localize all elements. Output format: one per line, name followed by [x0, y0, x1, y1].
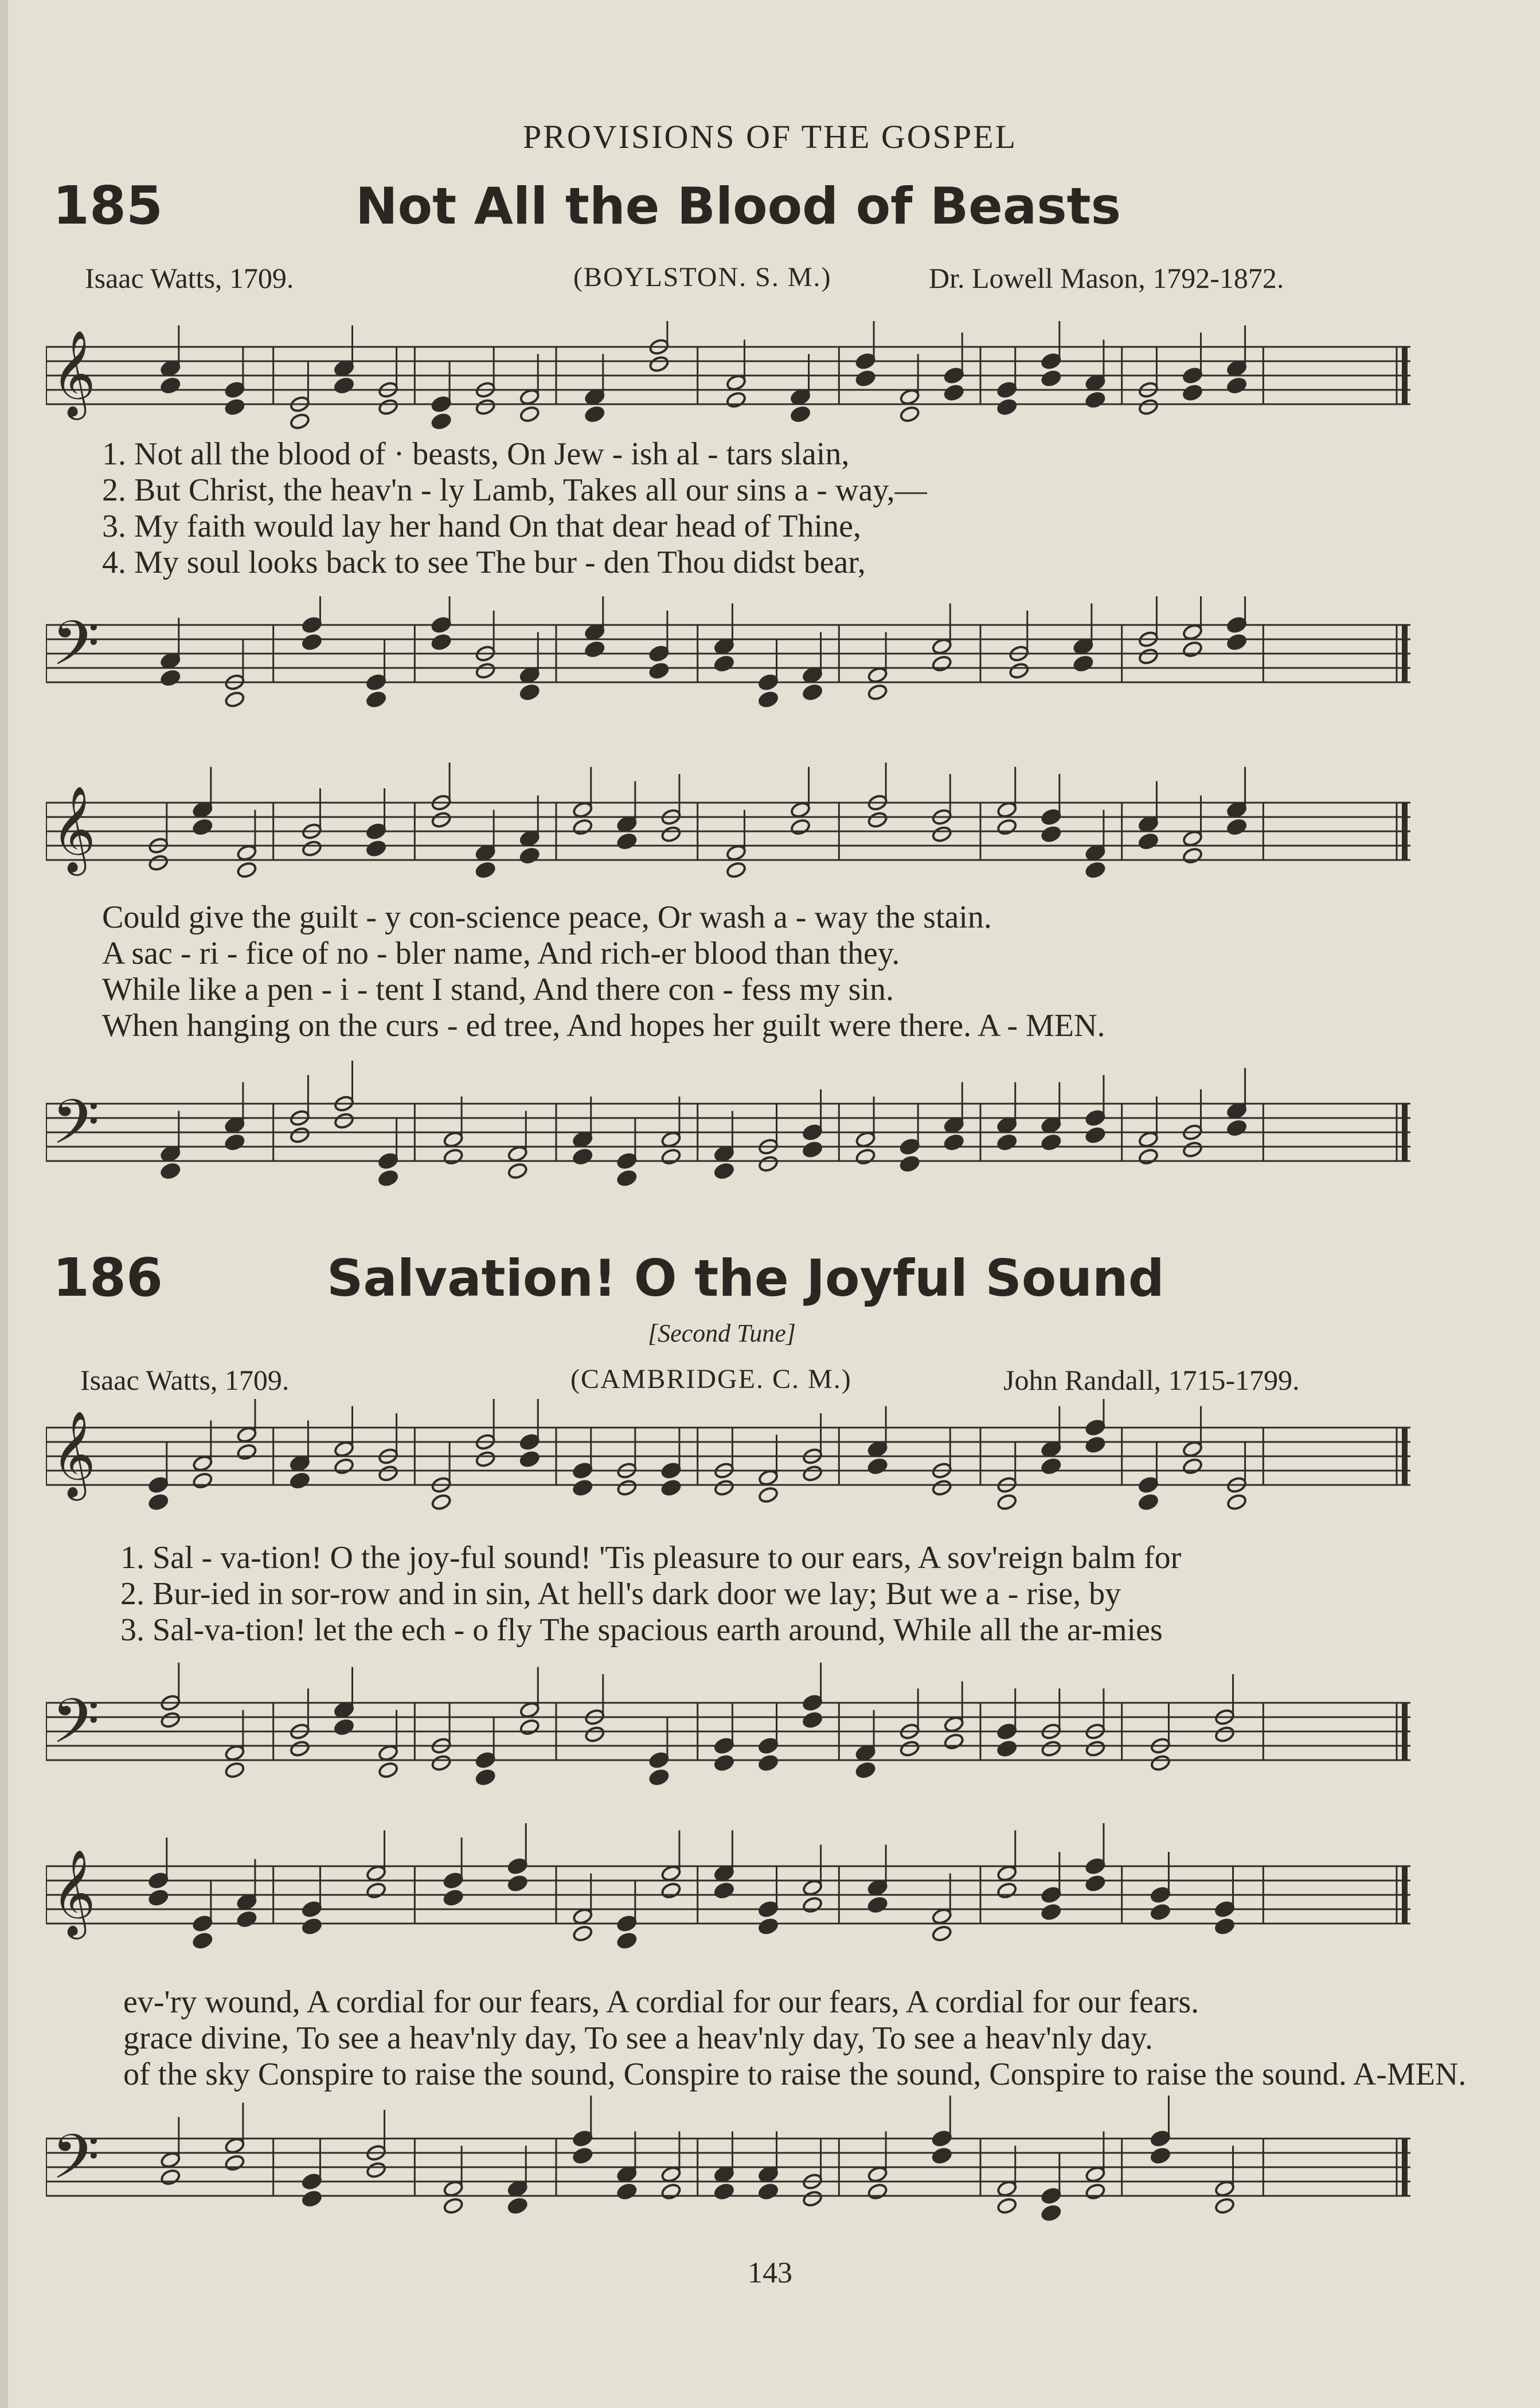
note-head [334, 1701, 355, 1719]
note-head [1214, 2180, 1236, 2198]
lyric-line: While like a pen - i - tent I stand, And there con - fess my sin. [102, 972, 894, 1007]
note-head [714, 2165, 735, 2183]
note-head [714, 1145, 735, 1163]
note-head [224, 1116, 245, 1134]
note-head [366, 1864, 387, 1882]
note-head [1085, 844, 1106, 862]
note-head [931, 638, 952, 655]
lyric-line: 3. My faith would lay her hand On that dear head of Thine, [102, 509, 861, 544]
note-head [236, 844, 257, 862]
music-system [46, 1823, 1422, 1967]
note-head [192, 1914, 213, 1932]
note-head [648, 644, 670, 662]
note-head [855, 1131, 876, 1148]
note-head [160, 652, 181, 670]
hymn-title: Not All the Blood of Beasts [355, 177, 1121, 236]
treble-staff [46, 763, 1422, 900]
note-head [758, 1737, 779, 1754]
note-head [1138, 1476, 1159, 1494]
lyric-line: 1. Sal - va-tion! O the joy-ful sound! 'Tis pleasure to our ears, A sov'reign balm for [120, 1540, 1182, 1576]
hymn-number: 185 [53, 175, 163, 236]
note-head [790, 388, 811, 406]
clef-icon: 𝄢 [52, 1685, 100, 1772]
hymn-title: Salvation! O the Joyful Sound [327, 1249, 1164, 1308]
note-head [1182, 830, 1203, 847]
note-head [1214, 1900, 1236, 1918]
note-head [1226, 359, 1248, 377]
hymn-composer: Dr. Lowell Mason, 1792-1872. [929, 262, 1284, 294]
note-head [758, 673, 779, 691]
note-head [584, 388, 605, 406]
note-head [616, 815, 638, 833]
note-head [867, 666, 888, 684]
note-head [224, 2137, 245, 2155]
bass-staff [46, 2093, 1422, 2242]
note-head [714, 1737, 735, 1754]
hymn-subtitle: [Second Tune] [648, 1319, 796, 1347]
note-head [790, 801, 811, 819]
note-head [899, 388, 920, 406]
section-header: PROVISIONS OF THE GOSPEL [522, 118, 1018, 155]
note-head [996, 1864, 1018, 1882]
note-head [475, 1751, 496, 1769]
note-head [648, 1751, 670, 1769]
note-head [1041, 1116, 1062, 1134]
note-head [996, 1116, 1018, 1134]
note-head [1085, 1418, 1106, 1436]
note-head [1085, 2165, 1106, 2183]
note-head [443, 1871, 464, 1889]
note-head [572, 801, 593, 819]
note-head [867, 1440, 888, 1458]
note-head [224, 381, 245, 398]
lyric-line: 1. Not all the blood of · beasts, On Jew - ish al - tars slain, [102, 436, 850, 472]
note-head [160, 359, 181, 377]
note-head [758, 1469, 779, 1487]
hymn-tune: (BOYLSTON. S. M.) [573, 262, 832, 292]
note-head [802, 666, 823, 684]
note-head [572, 1131, 593, 1148]
note-head [236, 1893, 257, 1911]
note-head [616, 2165, 638, 2183]
clef-icon: 𝄞 [52, 329, 96, 416]
note-head [431, 395, 452, 413]
note-head [660, 1461, 682, 1479]
note-head [855, 352, 876, 370]
lyric-line: A sac - ri - fice of no - bler name, And rich-er blood than they. [102, 936, 900, 971]
note-head [1041, 1440, 1062, 1458]
lyric-line: 2. Bur-ied in sor-row and in sin, At hell's dark door we lay; But we a - rise, by [120, 1576, 1121, 1612]
lyric-line: 2. But Christ, the heav'n - ly Lamb, Takes all our sins a - way,— [102, 472, 927, 508]
bass-staff [46, 1663, 1422, 1800]
note-head [867, 1879, 888, 1897]
note-head [867, 2165, 888, 2183]
treble-staff [46, 321, 1422, 430]
note-head [366, 822, 387, 840]
lyric-line: grace divine, To see a heav'nly day, To see a heav'nly day, To see a heav'nly day. [123, 2020, 1153, 2056]
note-head [996, 381, 1018, 398]
note-head [1226, 801, 1248, 819]
note-head [431, 616, 452, 634]
note-head [616, 1152, 638, 1170]
note-head [931, 2129, 952, 2147]
note-head [236, 1426, 257, 1444]
note-head [943, 1715, 964, 1733]
lyric-line: 4. My soul looks back to see The bur - den Thou didst bear, [102, 545, 866, 580]
note-head [224, 1744, 245, 1762]
hymn-composer: John Randall, 1715-1799. [1003, 1364, 1300, 1396]
note-head [160, 1145, 181, 1163]
hymn-tune: (CAMBRIDGE. C. M.) [570, 1364, 852, 1394]
note-head [334, 1440, 355, 1458]
note-head [572, 1461, 593, 1479]
music-system [46, 596, 1422, 711]
note-head [1226, 616, 1248, 634]
lyric-line: ev-'ry wound, A cordial for our fears, A cordial for our fears, A cordial for our fears. [123, 1984, 1199, 2020]
note-head [378, 1152, 399, 1170]
bass-staff [46, 1049, 1422, 1215]
note-head [1182, 1440, 1203, 1458]
note-head [443, 1131, 464, 1148]
note-head [1085, 374, 1106, 392]
note-head [378, 1744, 399, 1762]
note-head [519, 666, 540, 684]
note-head [1138, 1131, 1159, 1148]
treble-staff [46, 1823, 1422, 1967]
hymn-author: Isaac Watts, 1709. [85, 262, 294, 294]
note-head [584, 623, 605, 641]
clef-icon: 𝄞 [52, 1848, 96, 1936]
note-head [443, 2180, 464, 2198]
note-head [192, 801, 213, 819]
note-head [726, 374, 747, 392]
clef-icon: 𝄢 [52, 1086, 100, 1173]
note-head [758, 2165, 779, 2183]
note-head [1041, 1886, 1062, 1903]
note-head [1150, 2129, 1171, 2147]
note-head [572, 2129, 593, 2147]
note-head [1138, 815, 1159, 833]
clef-icon: 𝄞 [52, 785, 96, 872]
note-head [726, 844, 747, 862]
note-head [1041, 808, 1062, 826]
hymn-author: Isaac Watts, 1709. [80, 1364, 290, 1396]
lyric-line: 3. Sal-va-tion! let the ech - o fly The spacious earth around, While all the ar-mies [120, 1612, 1163, 1648]
music-system [46, 321, 1422, 430]
clef-icon: 𝄢 [52, 2121, 100, 2208]
music-system [46, 763, 1422, 900]
note-head [519, 388, 540, 406]
note-head [160, 2151, 181, 2169]
note-head [507, 2180, 528, 2198]
music-system [46, 1049, 1422, 1215]
note-head [519, 830, 540, 847]
note-head [1182, 623, 1203, 641]
note-head [996, 1722, 1018, 1740]
note-head [996, 801, 1018, 819]
note-head [572, 1907, 593, 1925]
lyric-line: Could give the guilt - y con-science peace, Or wash a - way the stain. [102, 900, 992, 935]
note-head [302, 2172, 323, 2190]
note-head [616, 1914, 638, 1932]
note-head [943, 1116, 964, 1134]
music-system [46, 2093, 1422, 2242]
note-head [660, 1131, 682, 1148]
note-head [714, 1864, 735, 1882]
note-head [519, 1701, 540, 1719]
note-head [1182, 366, 1203, 384]
note-head [1041, 352, 1062, 370]
note-head [507, 1145, 528, 1163]
note-head [1041, 2187, 1062, 2204]
note-head [660, 2165, 682, 2183]
note-head [334, 359, 355, 377]
note-head [1085, 1109, 1106, 1127]
note-head [899, 1137, 920, 1155]
note-head [996, 2180, 1018, 2198]
note-head [1085, 1857, 1106, 1875]
note-head [660, 1864, 682, 1882]
note-head [1150, 1886, 1171, 1903]
note-head [802, 1123, 823, 1141]
note-head [519, 1433, 540, 1451]
treble-staff [46, 1399, 1422, 1514]
clef-icon: 𝄢 [52, 607, 100, 694]
note-head [302, 1900, 323, 1918]
hymn-number: 186 [53, 1247, 163, 1308]
page-number: 143 [748, 2257, 792, 2289]
clef-icon: 𝄞 [52, 1410, 96, 1497]
note-head [1226, 1102, 1248, 1120]
bass-staff [46, 596, 1422, 711]
note-head [943, 366, 964, 384]
note-head [714, 638, 735, 655]
note-head [802, 1879, 823, 1897]
note-head [475, 844, 496, 862]
note-head [1073, 638, 1094, 655]
lyric-line: of the sky Conspire to raise the sound, Conspire to raise the sound, Conspire to raise the sound. A-MEN. [123, 2057, 1467, 2092]
note-head [302, 616, 323, 634]
note-head [366, 673, 387, 691]
music-system [46, 1399, 1422, 1514]
note-head [802, 1694, 823, 1711]
note-head [758, 1900, 779, 1918]
note-head [507, 1857, 528, 1875]
note-head [855, 1744, 876, 1762]
note-head [931, 1907, 952, 1925]
music-system [46, 1663, 1422, 1800]
note-head [192, 1455, 213, 1472]
lyric-line: When hanging on the curs - ed tree, And hopes her guilt were there. A - MEN. [102, 1008, 1105, 1043]
note-head [148, 1871, 169, 1889]
page-binding-edge [0, 0, 8, 2408]
note-head [148, 1476, 169, 1494]
note-head [290, 1455, 311, 1472]
